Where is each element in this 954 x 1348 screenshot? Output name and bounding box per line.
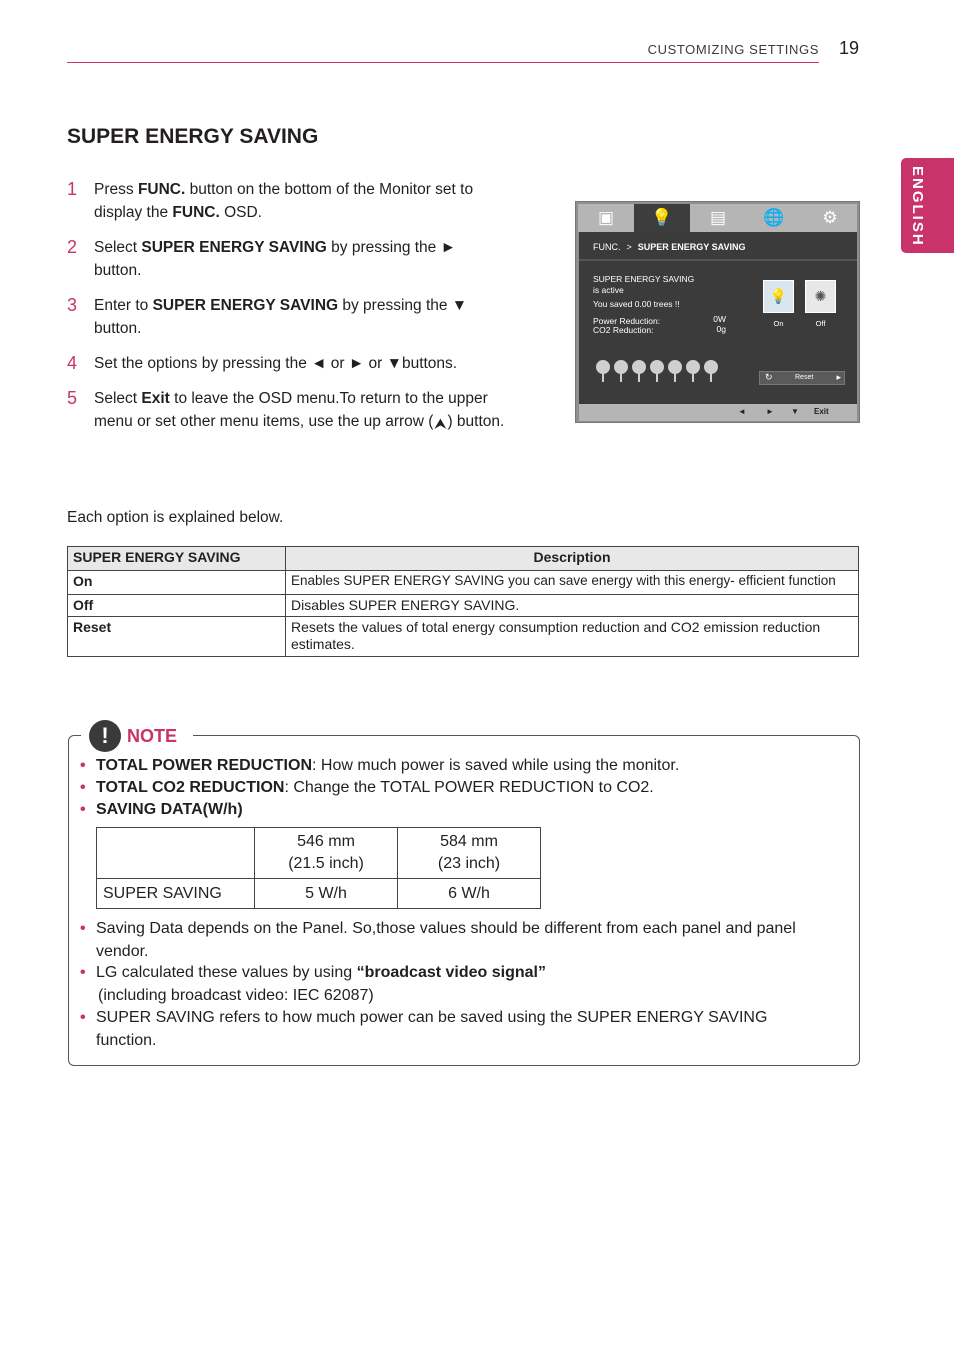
tree-icon: [631, 360, 647, 382]
osd-off-label: Off: [815, 319, 826, 328]
step-text: Select: [94, 390, 142, 407]
step-number: 2: [67, 237, 78, 257]
osd-power-label: Power Reduction:: [593, 316, 661, 326]
up-arrow-icon: ⮝: [434, 416, 446, 431]
osd-panel: [579, 232, 857, 404]
option-desc: Enables SUPER ENERGY SAVING you can save energy with this energy- efficient function: [286, 571, 859, 595]
osd-on-button[interactable]: [763, 280, 794, 313]
bullet-text: : How much power is saved while using the monitor.: [312, 757, 680, 774]
osd-screenshot: [575, 201, 860, 423]
bullet-text: Saving Data depends on the Panel. So,those values should be different from each panel and panel vendor.: [96, 920, 796, 960]
osd-breadcrumb: [593, 242, 745, 252]
tree-icon: [685, 360, 701, 382]
note-bullet: [80, 755, 840, 778]
step-bold: SUPER ENERGY SAVING: [152, 297, 339, 314]
language-tab-label: ENGLISH: [909, 166, 926, 247]
bullet-bold: SAVING DATA(W/h): [96, 801, 243, 818]
step-text: Enter to: [94, 297, 153, 314]
page-header: [67, 38, 819, 63]
osd-exit-button[interactable]: Exit: [814, 407, 829, 416]
bullet-text: LG calculated these values by using: [96, 964, 357, 981]
osd-co2-label: CO2 Reduction:: [593, 325, 654, 335]
step-number: 5: [67, 388, 78, 408]
note-label: NOTE: [127, 725, 178, 746]
header-section-title: CUSTOMIZING SETTINGS: [647, 42, 819, 57]
table-row: [68, 617, 859, 657]
step-text: by pressing the ► button.: [94, 239, 456, 279]
lightbulb-icon: 💡: [634, 204, 690, 232]
explain-text: Each option is explained below.: [67, 509, 284, 526]
table-row: [68, 595, 859, 617]
note-heading: [87, 720, 191, 752]
size-mm: 546 mm: [297, 833, 355, 850]
page-number: 19: [839, 38, 860, 58]
bullet-text: (including broadcast video: IEC 62087): [98, 986, 374, 1004]
step-bold: FUNC.: [172, 204, 220, 221]
section-title: SUPER ENERGY SAVING: [67, 125, 319, 148]
bullet-text: : Change the TOTAL POWER REDUCTION to CO2.: [284, 779, 654, 796]
step-text: ) button.: [447, 413, 505, 430]
osd-reset-button[interactable]: [759, 371, 845, 385]
screen-icon: ▤: [709, 208, 727, 227]
table-cell: 6 W/h: [398, 879, 541, 909]
options-table: [67, 546, 859, 657]
step-text: button on the bottom of the Monitor set to display the: [94, 181, 474, 221]
step-text: to leave the OSD menu.To return to the upper menu or set other menu items, use the up arrow (: [94, 390, 488, 430]
tree-icon: [703, 360, 719, 382]
table-cell: 5 W/h: [255, 879, 398, 909]
note-bullet: [80, 918, 825, 963]
tree-icon: [649, 360, 665, 382]
lightbulb-off-icon: ✺: [814, 288, 827, 304]
language-tab: [901, 158, 954, 253]
note-bullet: [80, 1007, 825, 1052]
step-number: 1: [67, 179, 78, 199]
osd-co2-value: 0g: [716, 324, 726, 334]
step-bold: SUPER ENERGY SAVING: [141, 239, 327, 256]
osd-breadcrumb-separator: >: [626, 242, 632, 252]
option-name: On: [68, 571, 286, 595]
osd-tree-row: [595, 360, 719, 382]
osd-nav-down[interactable]: ▼: [791, 407, 799, 416]
bullet-bold: “broadcast video signal”: [356, 964, 546, 981]
table-header: Description: [286, 547, 859, 571]
osd-tab-bar: [578, 204, 857, 232]
lightbulb-on-icon: 💡: [769, 288, 788, 304]
osd-power-value: 0W: [713, 314, 726, 324]
table-header: SUPER ENERGY SAVING: [68, 547, 286, 571]
osd-off-button[interactable]: [805, 280, 836, 313]
table-row: [97, 828, 541, 879]
osd-nav-left[interactable]: ◄: [738, 407, 746, 416]
bullet-text: SUPER SAVING refers to how much power can be saved using the SUPER ENERGY SAVING function.: [96, 1009, 768, 1049]
note-bullet: [80, 799, 840, 822]
step-text: Set the options by pressing the ◄ or ► or ▼buttons.: [94, 355, 458, 372]
reset-icon: ↻: [765, 372, 773, 382]
size-inch: (23 inch): [437, 855, 501, 872]
osd-status-line: is active: [593, 285, 624, 295]
step-text: by pressing the ▼ button.: [94, 297, 468, 337]
osd-status-line: SUPER ENERGY SAVING: [593, 274, 695, 284]
arrow-right-icon: ▸: [836, 372, 841, 382]
step-3: [67, 294, 507, 340]
size-inch: (21.5 inch): [288, 855, 364, 872]
step-bold: FUNC.: [137, 181, 186, 198]
osd-nav-right[interactable]: ►: [766, 407, 774, 416]
step-text: Press: [94, 181, 138, 198]
globe-icon: 🌐: [763, 208, 785, 227]
step-number: 3: [67, 295, 78, 315]
osd-breadcrumb-current: SUPER ENERGY SAVING: [637, 242, 746, 252]
table-header: [398, 828, 541, 879]
tree-icon: [613, 360, 629, 382]
step-number: 4: [67, 353, 78, 373]
table-cell-empty: [97, 828, 255, 879]
osd-on-label: On: [773, 319, 784, 328]
table-header-row: [68, 547, 859, 571]
option-desc: Disables SUPER ENERGY SAVING.: [286, 595, 859, 617]
size-mm: 584 mm: [440, 833, 498, 850]
table-row: [97, 879, 541, 909]
table-header: [255, 828, 398, 879]
option-name: Reset: [68, 617, 286, 657]
osd-reset-label: Reset: [795, 374, 814, 381]
bullet-bold: TOTAL CO2 REDUCTION: [96, 779, 285, 796]
osd-saved-line: You saved 0.00 trees !!: [593, 299, 680, 309]
tree-icon: [595, 360, 611, 382]
picture-icon: ▣: [597, 208, 615, 227]
saving-data-table: [96, 827, 541, 909]
row-label: SUPER SAVING: [97, 879, 255, 909]
note-bullet: [80, 777, 840, 800]
option-name: Off: [68, 595, 286, 617]
osd-footer: [579, 404, 857, 421]
bullet-bold: TOTAL POWER REDUCTION: [96, 757, 312, 774]
note-bullet: [80, 962, 840, 1007]
step-4: [67, 352, 507, 375]
gear-icon: ⚙: [822, 208, 838, 227]
table-row: [68, 571, 859, 595]
step-bold: Exit: [141, 390, 170, 407]
exclamation-icon: !: [89, 720, 121, 752]
option-desc: Resets the values of total energy consumption reduction and CO2 emission reduction estimates.: [286, 617, 859, 657]
step-text: Select: [94, 239, 142, 256]
osd-breadcrumb-root: FUNC.: [593, 242, 621, 252]
step-5: [67, 387, 507, 433]
step-1: [67, 178, 507, 224]
step-text: OSD.: [219, 204, 262, 221]
tree-icon: [667, 360, 683, 382]
step-2: [67, 236, 507, 282]
osd-divider: [579, 259, 857, 261]
steps-list: [67, 178, 507, 445]
